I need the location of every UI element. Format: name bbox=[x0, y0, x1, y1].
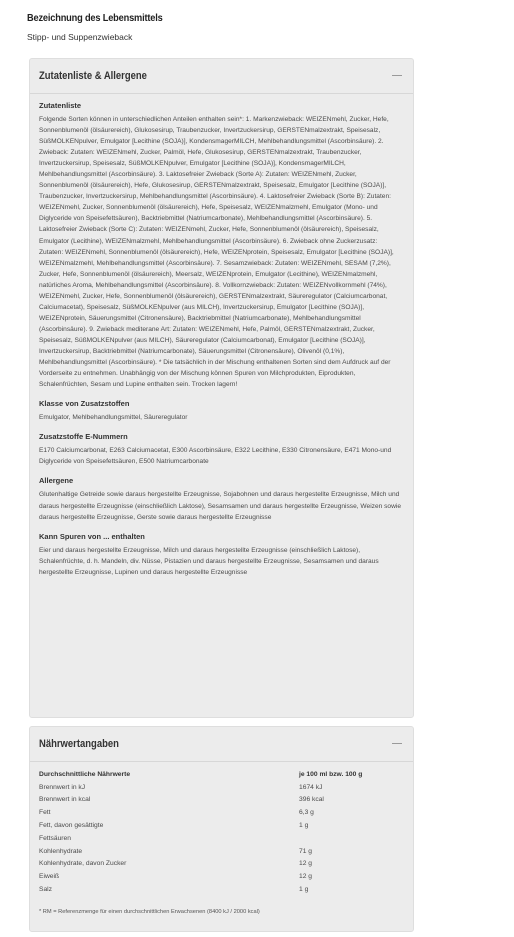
nutrition-panel-title: Nährwertangaben bbox=[39, 738, 119, 750]
traces-text: Eier und daraus hergestellte Erzeugnisse, Milch und daraus hergestellte Erzeugnisse (einschließlich Laktose), Schalenfrüchte, d. h. Mandeln, div. Nüsse, Pistazien und daraus hergestellte Erzeugnisse, Sesamsamen und daraus hergestellte Erzeugnisse, Lupinen und daraus hergestellte Erzeugnisse bbox=[39, 546, 379, 576]
nutrient-value: 6,3 g bbox=[299, 809, 314, 817]
table-row bbox=[39, 832, 403, 845]
nutrient-label: Eiweiß bbox=[39, 873, 60, 881]
nutrition-table-header bbox=[39, 768, 403, 781]
ingredients-text: Folgende Sorten können in unterschiedlichen Anteilen enthalten sein*: 1. Markenzwieback: WEIZENmehl, Zucker, Hefe, Sonnenblumenöl (ölsäurereich), Glukosesirup, Traubenzucker, Invertzuckersirup, GERSTENmalzextrakt, Speisesalz, SüßMOLKENpulver, Emulgator [Lecithine (SOJA)], KondensmagerMILCH, Mehlbehandlungsmittel (Ascorbinsäure). 2. Zwieback: Zutaten: WEIZENmehl, Zucker, Palmöl, Hefe, Glukosesirup, GERSTENmalzextrakt, Traubenzucker, Invertzuckersirup, Speisesalz, SüßMOLKENpulver, Emulgator [Lecithine (SOJA)], KondensmagerMILCH, Mehlbehandlungsmittel (Ascorbinsäure). 3. Laktosefreier Zwieback (Sorte A): Zutaten: WEIZENmehl, Zucker, Sonnenblumenöl (ölsäurereich), Hefe, Glukosesirup, GERSTENmalzextrakt, Speisesalz, Emulgator [Lecithine (SOJA)], Traubenzucker, Invertzuckersirup, Mehlbehandlungsmittel (Ascorbinsäure). 4. Laktosefreier Zwieback (Sorte B): Zutaten: WEIZENmehl, Zucker, Sonnenblumenöl (ölsäurereich), Hefe, Speisesalz, WEIZENmalzmehl, Emulgator (Mono- und Diglyceride von Speisefettsäuren), Backtriebmittel (Natriumcarbonate), Mehlbehandlungsmittel (Ascorbinsäure). 5. Laktosefreier Zwieback (Sorte C): Zutaten: WEIZENmehl, Zucker, Hefe, Sonnenblumenöl (ölsäurereich), Speisesalz, Emulgator (Lecithine), WEIZENmalzmehl, Mehlbehandlungsmittel (Ascorbinsäure). 6. Zwieback ohne Zuckerzusatz: Zutaten: WEIZENmehl, Sonnenblumenöl (ölsäurereich), Hefe, WEIZENprotein, Speisesalz, Emulgator [Lecithine (SOJA)], WEIZENmalzmehl, Mehlbehandlungsmittel (Ascorbinsäure). 7. Sesamzwieback: Zutaten: WEIZENmehl, SESAM (7,2%), Zucker, Hefe, Sonnenblumenöl (ölsäurereich), Meersalz, WEIZENprotein, Emulgator (Lecithine), WEIZENmalzmehl, natürliches Aroma, Mehlbehandlungsmittel (Ascorbinsäure). 8. Vollkornzwieback: Zutaten: WEIZENvollkornmehl (74%), WEIZENmehl, Zucker, Hefe, Sonnenblumenöl (ölsäurereich), GERSTENmalzextrakt, Säureregulator (Calciumcarbonat, Calciumacetat), Speisesalz, SüßMOLKENpulver (aus MILCH), Invertzuckersirup, Emulgator [Lecithine (SOJA)], WEIZENprotein, Säuerungsmittel (Citronensäure), Backtriebmittel (Natriumcarbonate), Mehlbehandlungsmittel (Ascorbinsäure). 9. Zwieback mediterane Art: Zutaten: WEIZENmehl, Hefe, Palmöl, GERSTENmalzextrakt, Zucker, Speisesalz, SüßMOLKENpulver (aus MILCH), Säureregulator (Calciumcarbonat), Emulgator [Lecithine (SOJA)], Invertzuckersirup, Backtriebmittel (Natriumcarbonate), Säuerungsmittel (Citronensäure), Olivenöl (0,1%), Mehlbehandlungsmittel (Ascorbinsäure). * Die tatsächlich in der Mischung enthaltenen Sorten sind dem Aufdruck auf der Vorderseite zu entnehmen. Unabhängig von der Mischung können Spuren von Milchprodukten, Eiprodukten, Schalenfrüchten, Sesam und Lupine enthalten sein. Trocken lagern! bbox=[39, 116, 394, 389]
ingredients-panel-title: Zutatenliste & Allergene bbox=[39, 70, 147, 82]
nutrient-value: 1674 kJ bbox=[299, 783, 323, 791]
e-numbers-text: E170 Calciumcarbonat, E263 Calciumacetat, E300 Ascorbinsäure, E322 Lecithine, E330 Citronensäure, E471 Mono-und Diglyceride von Speisefettsäuren, E500 Natriumcarbonate bbox=[39, 447, 392, 466]
nutrient-value: 12 g bbox=[299, 860, 313, 868]
table-row bbox=[39, 858, 403, 871]
nutrient-label: Fett, davon gesättigte bbox=[39, 822, 104, 830]
nutrient-label: Kohlenhydrate bbox=[39, 847, 83, 855]
e-numbers-title: Zusatzstoffe E-Nummern bbox=[39, 432, 128, 442]
nutrition-header-label: Durchschnittliche Nährwerte bbox=[39, 770, 131, 778]
nutrient-value: 1 g bbox=[299, 822, 309, 830]
table-row bbox=[39, 806, 403, 819]
nutrient-value: 71 g bbox=[299, 847, 313, 855]
product-heading: Bezeichnung des Lebensmittels bbox=[27, 12, 163, 24]
table-row bbox=[39, 870, 403, 883]
traces-title: Kann Spuren von ... enthalten bbox=[39, 531, 145, 541]
nutrient-value: 396 kcal bbox=[299, 796, 324, 804]
allergens-title: Allergene bbox=[39, 476, 74, 486]
ingredients-title: Zutatenliste bbox=[39, 101, 82, 110]
ingredients-allergens-panel bbox=[29, 58, 414, 718]
table-row bbox=[39, 845, 403, 858]
table-row bbox=[39, 781, 403, 794]
nutrient-label: Kohlenhydrate, davon Zucker bbox=[39, 860, 127, 868]
nutrition-footnote: * RM = Referenzmenge für einen durchschnittlichen Erwachsenen (8400 kJ / 2000 kcal) bbox=[39, 908, 260, 915]
nutrient-label: Fett bbox=[39, 809, 51, 817]
nutrition-panel bbox=[29, 726, 414, 932]
table-row bbox=[39, 883, 403, 896]
table-row bbox=[39, 794, 403, 807]
table-row bbox=[39, 819, 403, 832]
nutrient-value bbox=[299, 832, 403, 845]
nutrient-label: Salz bbox=[39, 886, 53, 894]
additive-class-title: Klasse von Zusatzstoffen bbox=[39, 399, 130, 409]
nutrition-header-value: je 100 ml bzw. 100 g bbox=[299, 770, 363, 778]
nutrient-label: Brennwert in kcal bbox=[39, 796, 91, 804]
ingredients-panel-body bbox=[39, 101, 403, 587]
additive-class-text: Emulgator, Mehlbehandlungsmittel, Säureregulator bbox=[39, 414, 188, 422]
minus-icon[interactable] bbox=[391, 69, 403, 81]
nutrient-label: Brennwert in kJ bbox=[39, 783, 86, 791]
minus-icon[interactable] bbox=[391, 737, 403, 749]
product-designation bbox=[27, 12, 487, 42]
product-name: Stipp- und Suppenzwieback bbox=[27, 32, 133, 42]
allergens-text: Glutenhaltige Getreide sowie daraus hergestellte Erzeugnisse, Sojabohnen und daraus hergestellte Erzeugnisse, Milch und daraus hergestellte Erzeugnisse (einschließlich Laktose), Sesamsamen und daraus hergestellte Erzeugnisse, Weizen sowie daraus hergestellte Erzeugnisse, Gerste sowie daraus hergestellte Erzeugnisse bbox=[39, 491, 401, 521]
ingredients-panel-header[interactable] bbox=[30, 59, 413, 94]
nutrient-label: Fettsäuren bbox=[39, 834, 71, 842]
nutrition-table bbox=[39, 768, 403, 896]
nutrition-panel-header[interactable] bbox=[30, 727, 413, 762]
nutrition-panel-body bbox=[39, 768, 403, 915]
nutrient-value: 12 g bbox=[299, 873, 313, 881]
nutrient-value: 1 g bbox=[299, 886, 309, 894]
